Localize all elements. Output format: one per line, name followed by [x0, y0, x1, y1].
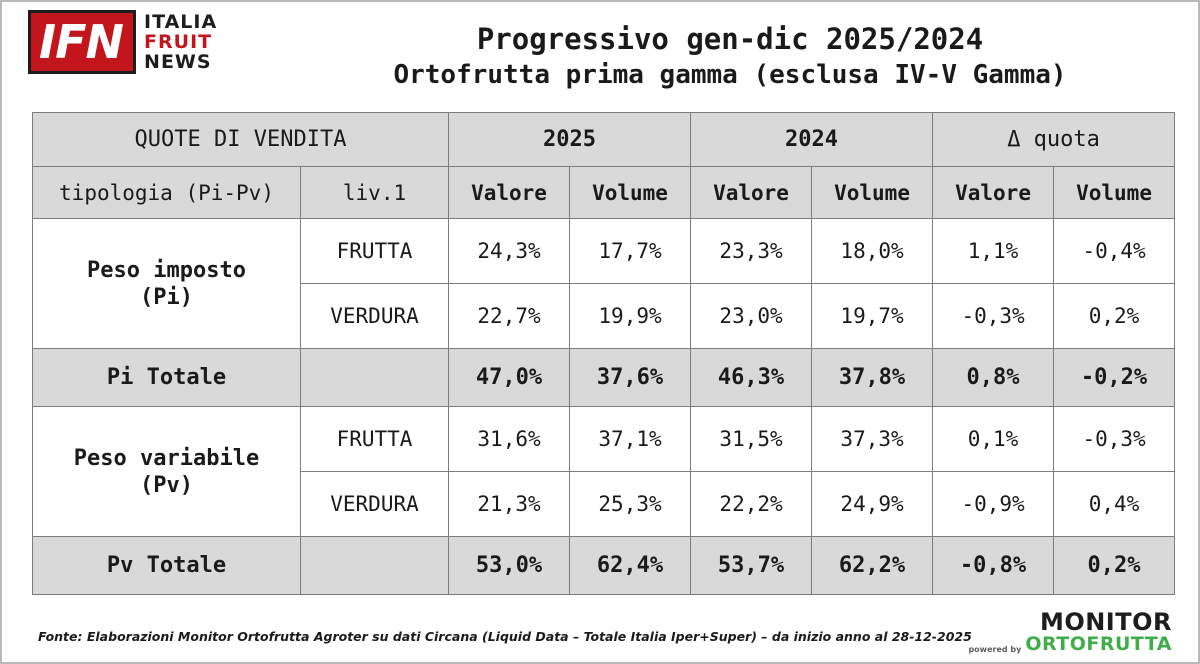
cell-valore-2025: 21,3% — [449, 472, 570, 537]
cell-volume-delta: 0,2% — [1054, 284, 1175, 349]
cell-liv1 — [301, 349, 449, 407]
cell-volume-2024: 37,3% — [812, 407, 933, 472]
monitor-logo-bottom-row — [968, 634, 1172, 654]
header — [2, 2, 1198, 106]
header-tipologia: tipologia (Pi-Pv) — [33, 167, 301, 219]
cell-liv1: FRUTTA — [301, 407, 449, 472]
row-label-peso-variabile — [33, 407, 301, 537]
ifn-logo-words — [144, 12, 217, 72]
cell-valore-2024: 31,5% — [691, 407, 812, 472]
cell-valore-2024: 23,3% — [691, 219, 812, 284]
cell-valore-2024: 23,0% — [691, 284, 812, 349]
quote-di-vendita-table — [32, 112, 1172, 595]
header-volume-2024: Volume — [812, 167, 933, 219]
title-block — [272, 20, 1188, 92]
cell-volume-2024: 19,7% — [812, 284, 933, 349]
header-delta-quota: Δ quota — [933, 113, 1175, 167]
cell-liv1: VERDURA — [301, 472, 449, 537]
monitor-logo-bottom: ORTOFRUTTA — [1025, 633, 1172, 655]
cell-liv1 — [301, 537, 449, 595]
cell-volume-2025: 37,6% — [570, 349, 691, 407]
cell-volume-2024: 37,8% — [812, 349, 933, 407]
page-subtitle: Ortofrutta prima gamma (esclusa IV-V Gamma) — [393, 60, 1067, 90]
table-total-row-pv — [33, 537, 1175, 595]
row-label-peso-variabile-line2: (Pv) — [140, 472, 193, 498]
data-table — [32, 112, 1175, 595]
page-title: Progressivo gen-dic 2025/2024 — [476, 22, 984, 56]
header-valore-2024: Valore — [691, 167, 812, 219]
footer — [2, 606, 1198, 662]
table-total-row-pi — [33, 349, 1175, 407]
header-valore-2025: Valore — [449, 167, 570, 219]
ifn-logo — [28, 10, 217, 74]
cell-volume-2024: 62,2% — [812, 537, 933, 595]
logo-word-news: NEWS — [144, 51, 212, 73]
cell-volume-2025: 25,3% — [570, 472, 691, 537]
cell-valore-delta: 0,8% — [933, 349, 1054, 407]
ifn-logo-mark: IFN — [28, 10, 136, 74]
cell-valore-2025: 31,6% — [449, 407, 570, 472]
cell-volume-delta: -0,4% — [1054, 219, 1175, 284]
table-group-header-row — [33, 113, 1175, 167]
cell-valore-2024: 53,7% — [691, 537, 812, 595]
row-label-peso-imposto-line1: Peso imposto — [87, 257, 246, 283]
cell-valore-2025: 47,0% — [449, 349, 570, 407]
row-label-peso-variabile-line1: Peso variabile — [73, 445, 260, 471]
table-row — [33, 219, 1175, 284]
row-label-pi-totale: Pi Totale — [33, 349, 301, 407]
table-row — [33, 407, 1175, 472]
cell-valore-2025: 53,0% — [449, 537, 570, 595]
cell-volume-2024: 18,0% — [812, 219, 933, 284]
cell-volume-2025: 62,4% — [570, 537, 691, 595]
header-volume-2025: Volume — [570, 167, 691, 219]
cell-valore-2025: 22,7% — [449, 284, 570, 349]
cell-valore-2024: 22,2% — [691, 472, 812, 537]
cell-liv1: VERDURA — [301, 284, 449, 349]
header-valore-delta: Valore — [933, 167, 1054, 219]
header-quote-di-vendita: QUOTE DI VENDITA — [33, 113, 449, 167]
cell-volume-delta: -0,2% — [1054, 349, 1175, 407]
row-label-peso-imposto — [33, 219, 301, 349]
cell-valore-2025: 24,3% — [449, 219, 570, 284]
logo-word-italia: ITALIA — [144, 11, 218, 33]
cell-volume-2025: 17,7% — [570, 219, 691, 284]
cell-valore-delta: 1,1% — [933, 219, 1054, 284]
cell-valore-delta: -0,3% — [933, 284, 1054, 349]
monitor-logo-powered: powered by — [968, 645, 1022, 654]
source-note: Fonte: Elaborazioni Monitor Ortofrutta Agroter su dati Circana (Liquid Data – Totale Italia Iper+Super) – da inizio anno al 28-12-2025 — [38, 629, 972, 644]
cell-volume-2025: 19,9% — [570, 284, 691, 349]
row-label-peso-imposto-line2: (Pi) — [140, 284, 193, 310]
cell-volume-delta: -0,3% — [1054, 407, 1175, 472]
logo-word-fruit: FRUIT — [144, 31, 213, 53]
header-volume-delta: Volume — [1054, 167, 1175, 219]
cell-volume-delta: 0,2% — [1054, 537, 1175, 595]
cell-liv1: FRUTTA — [301, 219, 449, 284]
monitor-logo-top: MONITOR — [1039, 608, 1172, 636]
monitor-ortofrutta-logo — [968, 610, 1172, 654]
cell-valore-2024: 46,3% — [691, 349, 812, 407]
table-sub-header-row — [33, 167, 1175, 219]
cell-valore-delta: 0,1% — [933, 407, 1054, 472]
cell-volume-2025: 37,1% — [570, 407, 691, 472]
header-year-2024: 2024 — [691, 113, 933, 167]
cell-valore-delta: -0,8% — [933, 537, 1054, 595]
header-year-2025: 2025 — [449, 113, 691, 167]
cell-volume-2024: 24,9% — [812, 472, 933, 537]
header-liv1: liv.1 — [301, 167, 449, 219]
cell-volume-delta: 0,4% — [1054, 472, 1175, 537]
row-label-pv-totale: Pv Totale — [33, 537, 301, 595]
cell-valore-delta: -0,9% — [933, 472, 1054, 537]
